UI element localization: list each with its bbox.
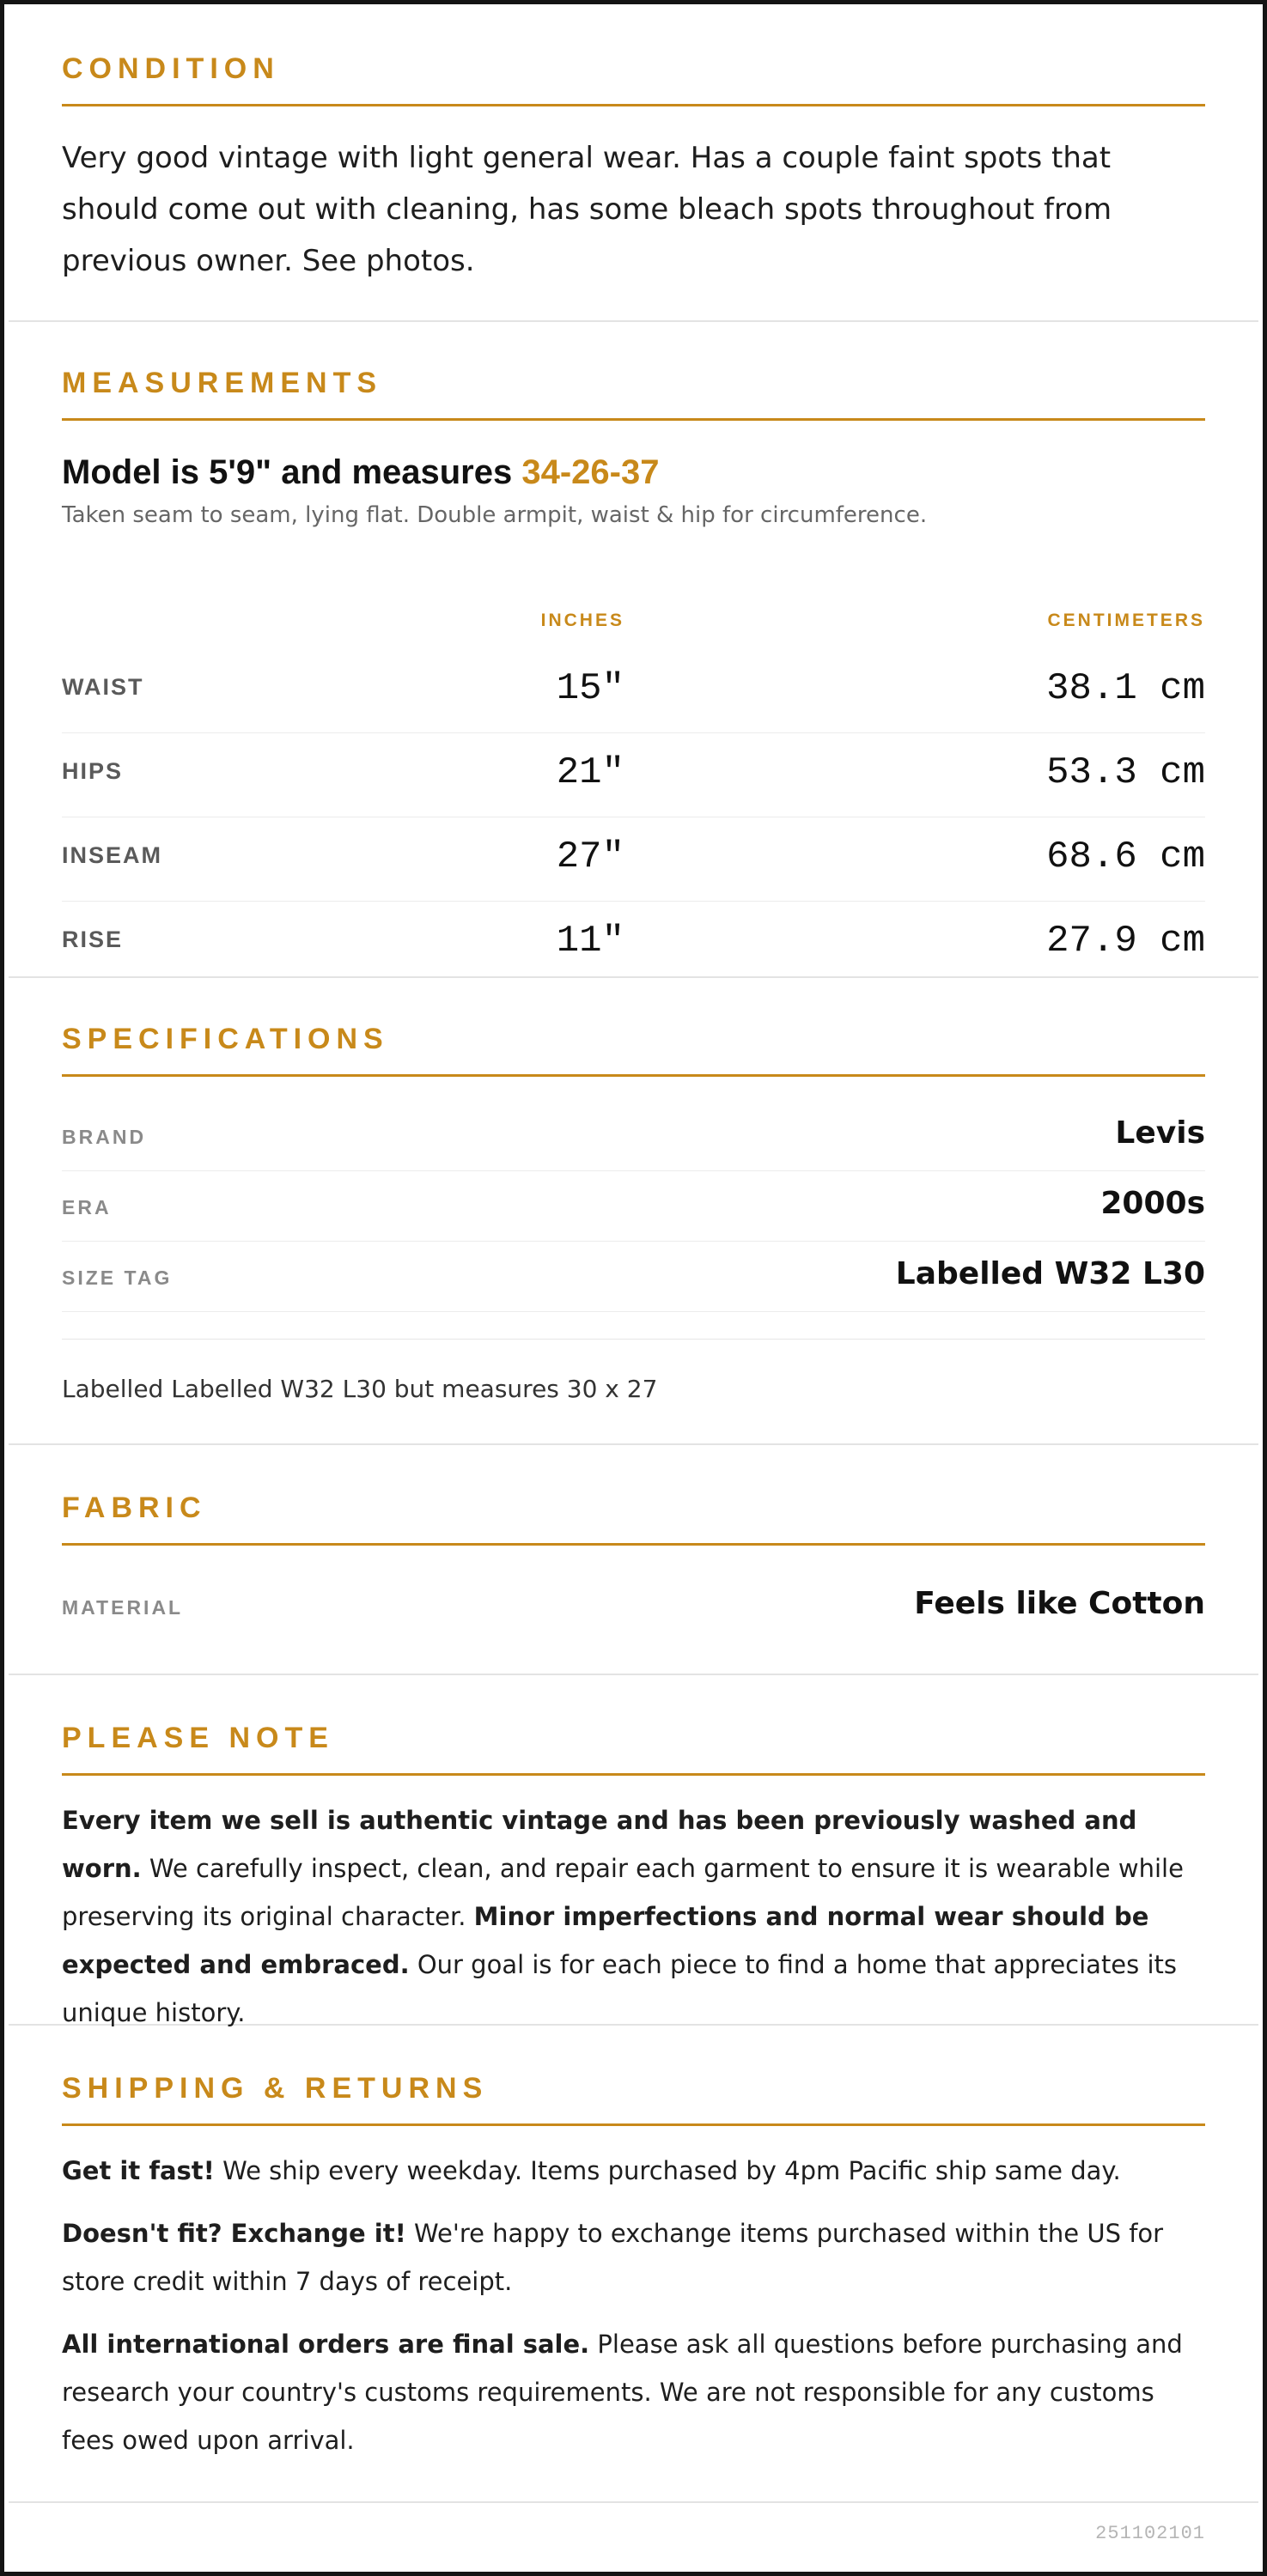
please-note-bold-2: Minor imperfections and normal wear should be expected and embraced.: [62, 1902, 1149, 1979]
model-measures: 34-26-37: [521, 453, 660, 491]
product-code: 251102101: [1095, 2523, 1205, 2544]
spec-note: Labelled Labelled W32 L30 but measures 30 x 27: [62, 1375, 658, 1403]
model-prefix: Model is 5'9" and measures: [62, 453, 522, 491]
measurement-inches: 15": [556, 667, 624, 710]
shipping-text-2: We're happy to exchange items purchased within the US for store credit within 7 days of receipt.: [62, 2219, 1164, 2296]
please-note-bold-1: Every item we sell is authentic vintage and has been previously washed and worn.: [62, 1806, 1137, 1883]
shipping-bold-2: Doesn't fit? Exchange it!: [62, 2219, 406, 2248]
shipping-text-3: Please ask all questions before purchasing and research your country's customs requirements. We are not responsible for any customs fees owed upon arrival.: [62, 2330, 1183, 2455]
spec-value: Labelled W32 L30: [895, 1256, 1205, 1291]
please-note-text-1: We carefully inspect, clean, and repair each garment to ensure it is wearable while preserving its original character.: [62, 1854, 1184, 1931]
column-header-centimeters: CENTIMETERS: [1047, 611, 1205, 630]
fabric-rule: [62, 1543, 1205, 1546]
measurements-section: [9, 322, 1258, 978]
please-note-rule: [62, 1773, 1205, 1776]
specifications-rule: [62, 1074, 1205, 1077]
spec-label: SIZE TAG: [62, 1267, 173, 1289]
measurement-note: Taken seam to seam, lying flat. Double armpit, waist & hip for circumference.: [62, 502, 928, 528]
shipping-bold-1: Get it fast!: [62, 2156, 215, 2185]
fabric-value: Feels like Cotton: [914, 1586, 1205, 1621]
shipping-text-1: We ship every weekday. Items purchased by 4pm Pacific ship same day.: [214, 2156, 1121, 2185]
shipping-paragraph-1: [62, 2147, 1205, 2195]
spec-row-era: [62, 1170, 1205, 1242]
measurement-cm: 68.6 cm: [1046, 835, 1205, 878]
measurement-inches: 21": [556, 751, 624, 794]
measurement-row-inseam: [62, 817, 1205, 902]
model-info: [62, 453, 1205, 492]
measurement-row-hips: [62, 732, 1205, 817]
please-note-text-2: Our goal is for each piece to find a home that appreciates its unique history.: [62, 1950, 1178, 2027]
measurements-rule: [62, 418, 1205, 421]
shipping-bold-3: All international orders are final sale.: [62, 2330, 590, 2359]
measurement-cm: 53.3 cm: [1046, 751, 1205, 794]
shipping-paragraph-3: [62, 2320, 1205, 2464]
measurement-cm: 38.1 cm: [1046, 667, 1205, 710]
please-note-text: [62, 1796, 1205, 2037]
spec-row-brand: [62, 1100, 1205, 1171]
shipping-section: [9, 2026, 1258, 2503]
measurement-inches: 11": [556, 920, 624, 963]
condition-section: [9, 4, 1258, 322]
condition-text: Very good vintage with light general wear. Has a couple faint spots that should come out with cleaning, has some bleach spots throughout from previous owner. See photos.: [62, 141, 1112, 278]
specifications-heading: SPECIFICATIONS: [62, 1023, 389, 1055]
shipping-paragraph-2: [62, 2209, 1205, 2306]
please-note-section: [9, 1675, 1258, 2026]
measurements-heading: MEASUREMENTS: [62, 367, 383, 399]
shipping-heading: SHIPPING & RETURNS: [62, 2072, 489, 2105]
spec-row-size-tag: [62, 1241, 1205, 1312]
fabric-label: MATERIAL: [62, 1596, 184, 1619]
fabric-row-material: [62, 1571, 1205, 1641]
column-header-inches: INCHES: [540, 611, 624, 630]
measurement-label: WAIST: [62, 674, 144, 700]
spec-value: Levis: [1115, 1115, 1205, 1151]
spec-value: 2000s: [1100, 1186, 1205, 1221]
spec-divider: [62, 1339, 1205, 1340]
condition-heading: CONDITION: [62, 52, 280, 85]
measurement-cm: 27.9 cm: [1046, 920, 1205, 963]
measurement-label: INSEAM: [62, 842, 163, 868]
fabric-section: [9, 1445, 1258, 1675]
measurement-row-rise: [62, 901, 1205, 985]
measurement-row-waist: [62, 648, 1205, 733]
shipping-rule: [62, 2123, 1205, 2126]
specifications-section: [9, 978, 1258, 1445]
condition-rule: [62, 104, 1205, 106]
spec-label: ERA: [62, 1196, 112, 1218]
measurement-inches: 27": [556, 835, 624, 878]
spec-label: BRAND: [62, 1126, 147, 1148]
measurement-label: HIPS: [62, 758, 124, 784]
fabric-heading: FABRIC: [62, 1492, 207, 1524]
measurement-label: RISE: [62, 927, 124, 952]
please-note-heading: PLEASE NOTE: [62, 1722, 334, 1754]
